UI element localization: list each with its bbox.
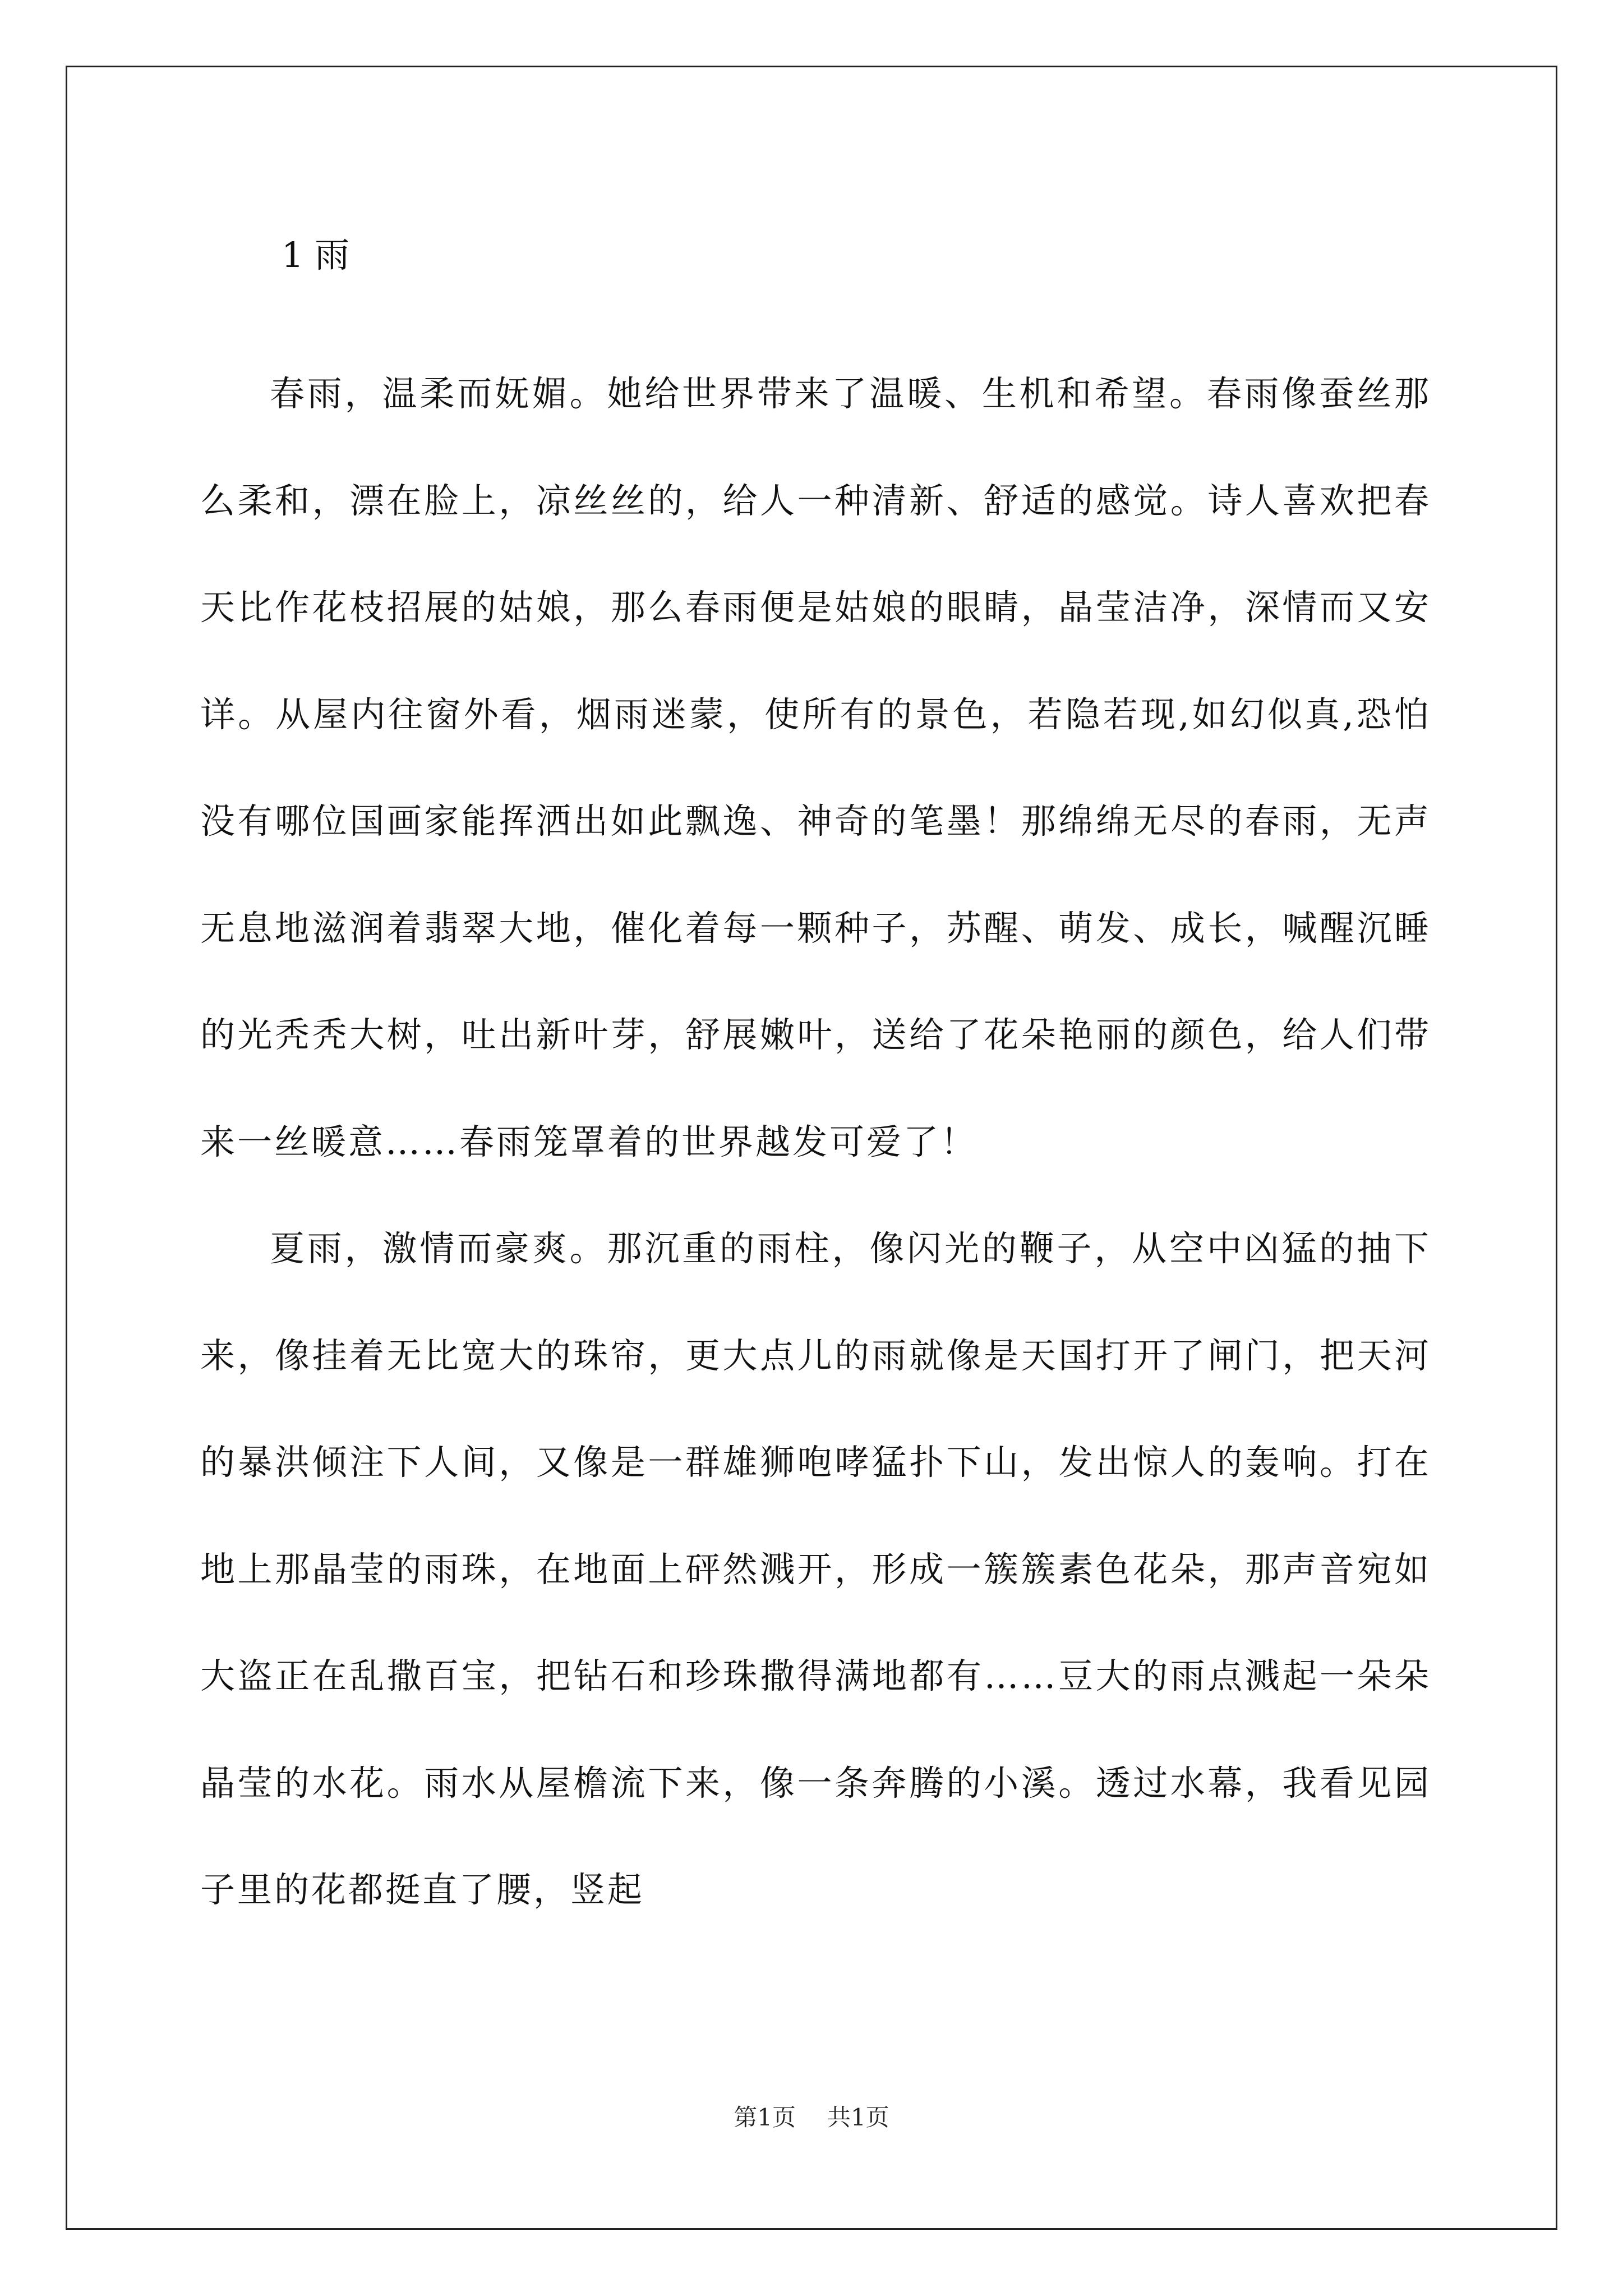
page-number-total: 共1页 (827, 2104, 889, 2131)
page-number-current: 第1页 (734, 2104, 796, 2131)
page-footer (0, 2101, 1623, 2134)
paragraph-list (200, 341, 1431, 1944)
document-heading: 1 雨 (282, 234, 350, 275)
paragraph-summer-rain: 夏雨，激情而豪爽。那沉重的雨柱，像闪光的鞭子，从空中凶猛的抽下来，像挂着无比宽大的珠帘，更大点儿的雨就像是天国打开了闸门，把天河的暴洪倾注下人间，又像是一群雄狮咆哮猛扑下山，发出惊人的轰响。打在地上那晶莹的雨珠，在地面上砰然溅开，形成一簇簇素色花朵，那声音宛如大盗正在乱撒百宝，把钻石和珍珠撒得满地都有……豆大的雨点溅起一朵朵晶莹的水花。雨水从屋檐流下来，像一条奔腾的小溪。透过水幕，我看见园子里的花都挺直了腰，竖起 (200, 1228, 1431, 1910)
paragraph-spring-rain: 春雨，温柔而妩媚。她给世界带来了温暖、生机和希望。春雨像蚕丝那么柔和，漂在脸上，凉丝丝的，给人一种清新、舒适的感觉。诗人喜欢把春天比作花枝招展的姑娘，那么春雨便是姑娘的眼睛，晶莹洁净，深情而又安详。从屋内往窗外看，烟雨迷蒙，使所有的景色，若隐若现,如幻似真,恐怕没有哪位国画家能挥洒出如此飘逸、神奇的笔墨！那绵绵无尽的春雨，无声无息地滋润着翡翠大地，催化着每一颗种子，苏醒、萌发、成长，喊醒沉睡的光秃秃大树，吐出新叶芽，舒展嫩叶，送给了花朵艳丽的颜色，给人们带来一丝暖意……春雨笼罩着的世界越发可爱了！ (200, 373, 1431, 1162)
document-body (200, 222, 1431, 1944)
